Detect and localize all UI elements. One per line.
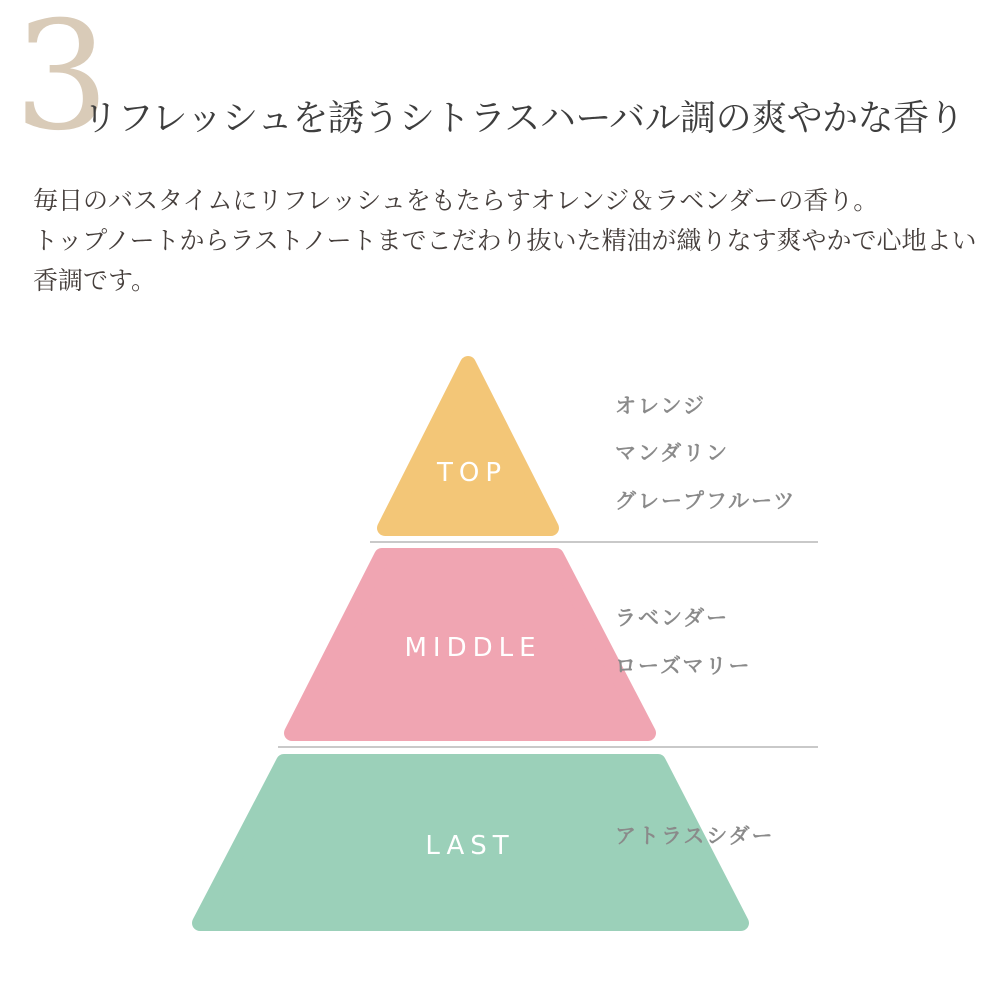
top-note-ingredient: マンダリン — [615, 441, 730, 465]
middle-note-ingredient: ラベンダー — [615, 606, 730, 630]
section-number: 3 — [14, 0, 110, 164]
top-note-shape — [385, 364, 551, 528]
body-line: トップノートからラストノートまでこだわり抜いた精油が織りなす爽やかで心地よい — [33, 226, 977, 255]
last-note-ingredient: アトラスシダー — [615, 824, 775, 848]
middle-note-ingredient: ローズマリー — [615, 654, 752, 678]
top-note-ingredient: グレープフルーツ — [615, 489, 797, 513]
top-note-label: TOP — [436, 458, 508, 488]
top-note-ingredient: オレンジ — [615, 394, 706, 418]
middle-note-label: MIDDLE — [404, 633, 542, 663]
last-note-label: LAST — [425, 831, 515, 861]
body-line: 香調です。 — [33, 266, 157, 295]
page-heading: リフレッシュを誘うシトラスハーバル調の爽やかな香り — [82, 98, 965, 140]
body-line: 毎日のバスタイムにリフレッシュをもたらすオレンジ＆ラベンダーの香り。 — [33, 186, 879, 215]
